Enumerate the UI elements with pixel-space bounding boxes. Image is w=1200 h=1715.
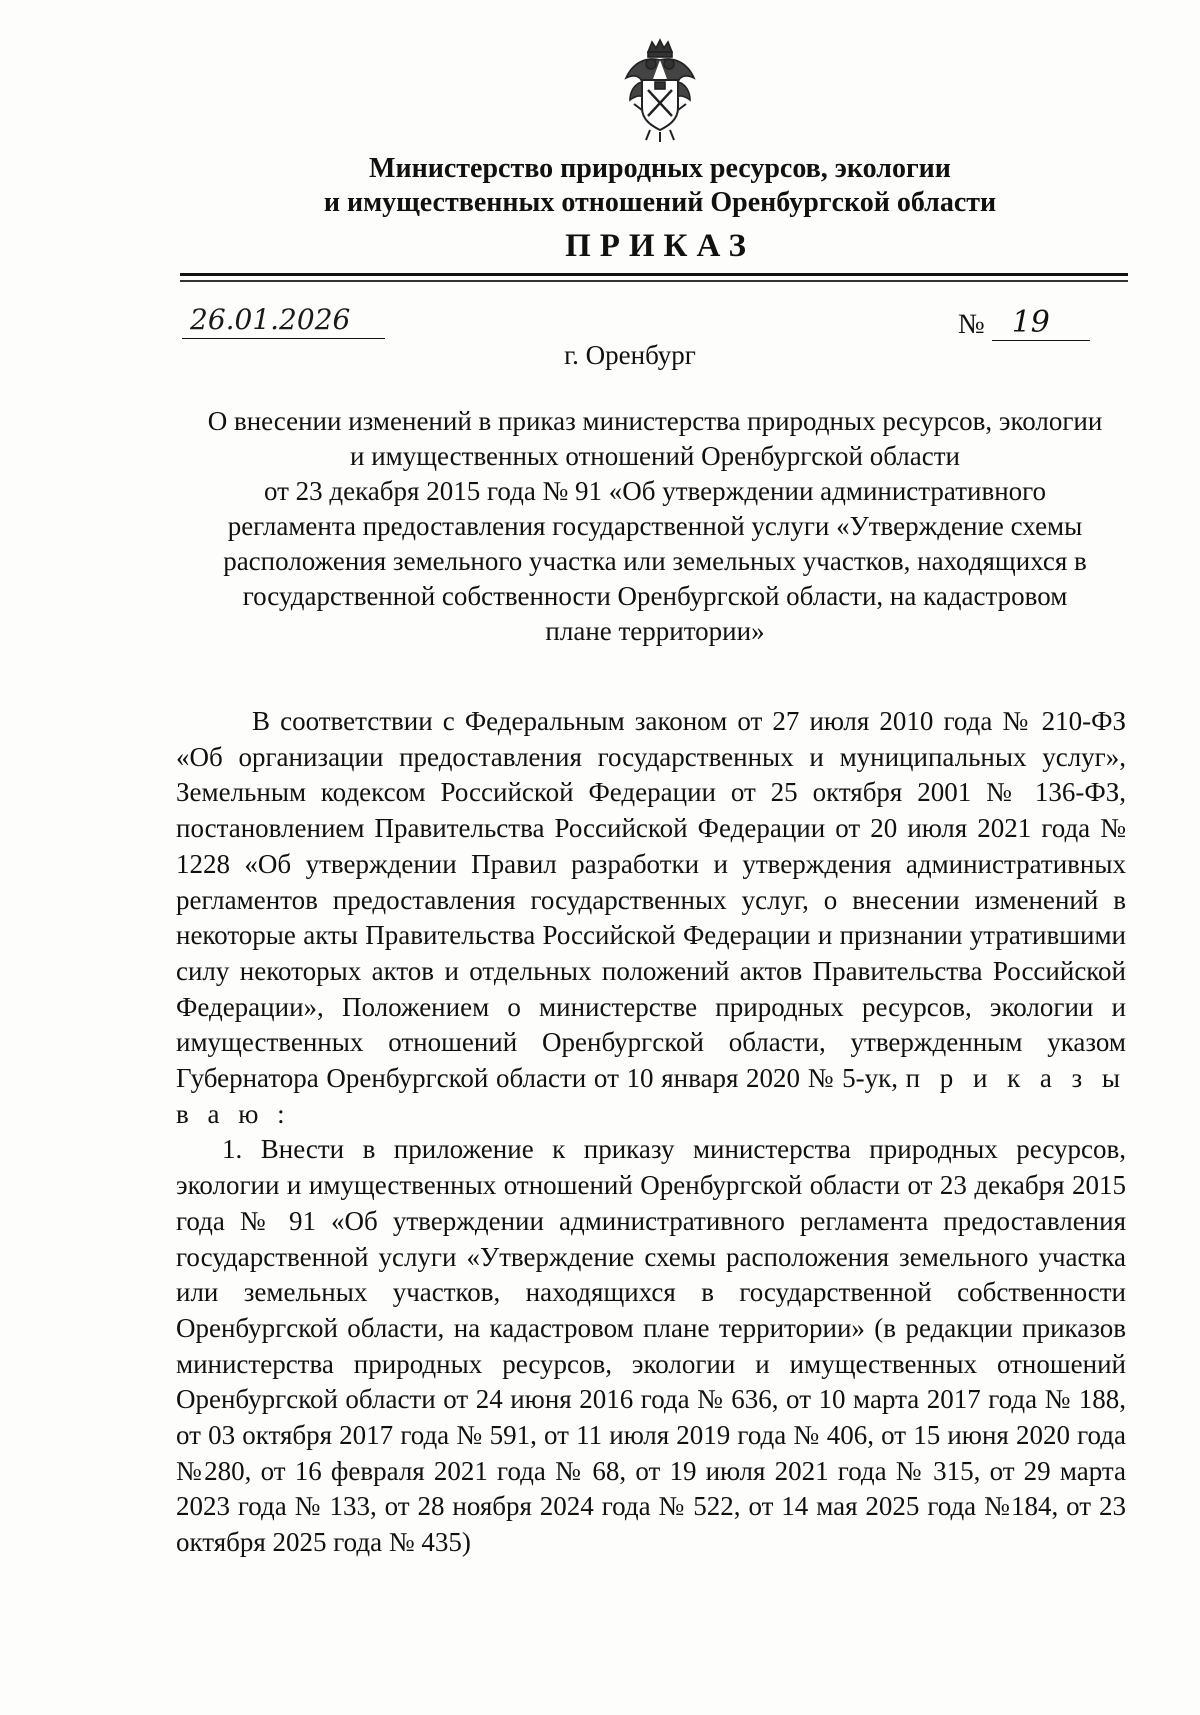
preamble-paragraph	[176, 704, 1126, 1132]
title-line: плане территории»	[545, 616, 765, 646]
item-1-paragraph: 1. Внести в приложение к приказу министерства природных ресурсов, экологии и имущественных отношений Оренбургской области от 23 декабря 2015 года № 91 «Об утверждении административного регламента предоставления государственной услуги «Утверждение схемы расположения земельного участка или земельных участков, находящихся в государственной собственности Оренбургской области, на кадастровом плане территории» (в редакции приказов министерства природных ресурсов, экологии и имущественных отношений Оренбургской области от 24 июня 2016 года № 636, от 10 марта 2017 года № 188, от 03 октября 2017 года № 591, от 11 июля 2019 года № 406, от 15 июня 2020 года №280, от 16 февраля 2021 года № 68, от 19 июля 2021 года № 315, от 29 марта 2023 года № 133, от 28 ноября 2024 года № 522, от 14 мая 2025 года №184, от 23 октября 2025 года № 435)	[176, 1134, 1126, 1558]
title-line: расположения земельного участка или земельных участков, находящихся в	[223, 546, 1087, 576]
header-rule-thin	[180, 280, 1128, 282]
title-line: от 23 декабря 2015 года № 91 «Об утверждении административного	[263, 476, 1047, 506]
title-line: и имущественных отношений Оренбургской области	[350, 441, 960, 471]
header-rule-thick	[180, 273, 1128, 276]
coat-of-arms-icon	[620, 38, 700, 144]
order-date: 26.01.2026	[182, 303, 385, 339]
ministry-name-line1: Министерство природных ресурсов, экологии	[369, 153, 951, 184]
title-line: регламента предоставления государственной услуги «Утверждение схемы	[227, 511, 1083, 541]
city-name: г. Оренбург	[564, 340, 696, 370]
order-title	[175, 404, 1135, 649]
ministry-name-line2: и имущественных отношений Оренбургской области	[323, 187, 997, 218]
order-number	[958, 305, 1090, 341]
title-line: О внесении изменений в приказ министерства природных ресурсов, экологии	[207, 406, 1103, 436]
order-number-value: 19	[992, 305, 1090, 341]
order-body	[176, 704, 1126, 1561]
preamble-text: В соответствии с Федеральным законом от 27 июля 2010 года № 210-ФЗ «Об организации предоставления государственных и муниципальных услуг», Земельным кодексом Российской Федерации от 25 октября 2001 № 136-ФЗ, постановлением Правительства Российской Федерации от 20 июля 2021 года № 1228 «Об утверждении Правил разработки и утверждения административных регламентов предоставления государственных услуг, о внесении изменений в некоторые акты Правительства Российской Федерации и признании утратившими силу некоторых актов и отдельных положений актов Правительства Российской Федерации», Положением о министерстве природных ресурсов, экологии и имущественных отношений Оренбургской области, утвержденным указом Губернатора Оренбургской области от 10 января 2020 № 5-ук,	[176, 706, 1126, 1094]
order-number-label: №	[958, 309, 985, 340]
ministry-name	[300, 152, 1020, 220]
order-word: п р и к а з ы в а ю :	[176, 1063, 1126, 1129]
document-type: ПРИКАЗ	[565, 228, 755, 264]
title-line: государственной собственности Оренбургской области, на кадастровом	[242, 581, 1068, 611]
